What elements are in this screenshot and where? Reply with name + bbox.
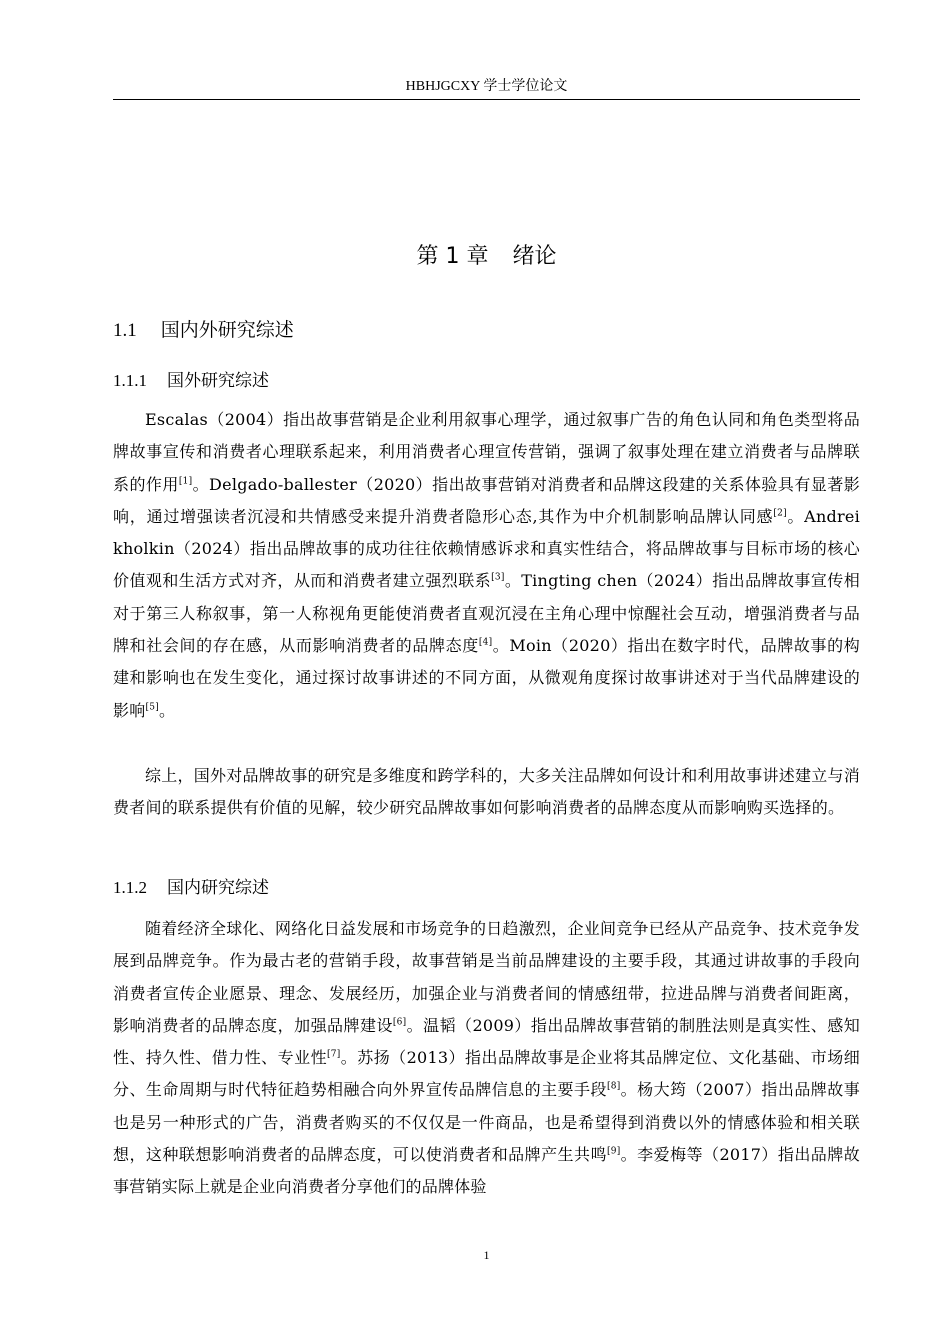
- text-run: 。Tingting chen（2024）指出品牌故事宣传相对于第三人称叙事，第一人称视角更能使消费者直观沉浸在主角心理中惊醒社会互动，增强消费者与品牌和社会间的存在感，从而影响消费者的品牌态度: [113, 571, 860, 656]
- citation-7: [7]: [327, 1049, 341, 1060]
- text-run: 。Moin（2020）指出在数字时代，品牌故事的构建和影响也在发生变化，通过探讨故事讲述的不同方面，从微观角度探讨故事讲述对于当代品牌建设的影响: [113, 636, 860, 720]
- citation-2: [2]: [773, 508, 787, 519]
- section-number: 1.1: [113, 320, 137, 341]
- citation-9: [9]: [606, 1146, 621, 1157]
- subsection-number: 1.1.1: [113, 371, 147, 390]
- section-heading-1-1-1: [113, 368, 269, 394]
- text-run: Escalas（2004）指出故事营销是企业利用叙事心理学，通过叙事广告的角色认同和角色类型将品牌故事宣传和消费者心理联系起来，利用消费者心理宣传营销，强调了叙事处理在建立消费者与品牌联系的作用: [113, 410, 860, 494]
- text-run: 。Andrei kholkin（2024）指出品牌故事的成功往往依赖情感诉求和真实性结合，将品牌故事与目标市场的核心价值观和生活方式对齐，从而和消费者建立强烈联系: [113, 506, 860, 591]
- text-run: 。: [159, 700, 176, 720]
- citation-4: [4]: [478, 637, 493, 648]
- section-title: 国内外研究综述: [160, 319, 294, 341]
- text-run: 。温韬（2009）指出品牌故事营销的制胜法则是真实性、感知性、持久性、借力性、专业性: [113, 1015, 860, 1068]
- subsection-number: 1.1.2: [113, 878, 147, 897]
- section-heading-1-1-2: [113, 875, 269, 901]
- citation-6: [6]: [392, 1017, 407, 1028]
- section-heading-1-1: [113, 316, 294, 345]
- text-run: 。Delgado-ballester（2020）指出故事营销对消费者和品牌这段建的关系体验具有显著影响，通过增强读者沉浸和共情感受来提升消费者隐形心态,其作为中介机制影响品牌认同感: [113, 474, 860, 526]
- subsection-title: 国外研究综述: [167, 371, 269, 391]
- header-divider: [113, 99, 860, 100]
- subsection-title: 国内研究综述: [167, 878, 269, 898]
- page-header-title: HBHJGCXY 学士学位论文: [405, 79, 568, 94]
- paragraph-summary: 综上，国外对品牌故事的研究是多维度和跨学科的，大多关注品牌如何设计和利用故事讲述建立与消费者间的联系提供有价值的见解，较少研究品牌故事如何影响消费者的品牌态度从而影响购买选择的。: [113, 766, 861, 818]
- text-run: 。苏扬（2013）指出品牌故事是企业将其品牌定位、文化基础、市场细分、生命周期与时代特征趋势相融合向外界宣传品牌信息的主要手段: [113, 1048, 860, 1100]
- text-run: 随着经济全球化、网络化日益发展和市场竞争的日趋激烈，企业间竞争已经从产品竞争、技术竞争发展到品牌竞争。作为最古老的营销手段，故事营销是当前品牌建设的主要手段，其通过讲故事的手段向消费者宣传企业愿景、理念、发展经历，加强企业与消费者间的情感纽带，拉进品牌与消费者间距离，影响消费者的品牌态度，加强品牌建设: [113, 919, 861, 1035]
- citation-5: [5]: [145, 702, 160, 713]
- chapter-title: 绪论: [512, 244, 557, 269]
- chapter-number: 第 1 章: [416, 244, 489, 269]
- chapter-heading: [113, 242, 860, 272]
- text-run: 。李爱梅等（2017）指出品牌故事营销实际上就是企业向消费者分享他们的品牌体验: [113, 1145, 860, 1197]
- citation-8: [8]: [606, 1082, 621, 1093]
- text-run: 。杨大筠（2007）指出品牌故事也是另一种形式的广告，消费者购买的不仅仅是一件商品，也是希望得到消费以外的情感体验和相关联想，这种联想影响消费者的品牌态度，可以使消费者和品牌产生共鸣: [113, 1080, 860, 1165]
- citation-1: [1]: [178, 476, 193, 487]
- citation-3: [3]: [491, 573, 505, 584]
- paragraph-foreign-review: [113, 404, 860, 727]
- paragraph-domestic-review: [113, 913, 860, 1204]
- page-number: 1: [483, 1248, 490, 1262]
